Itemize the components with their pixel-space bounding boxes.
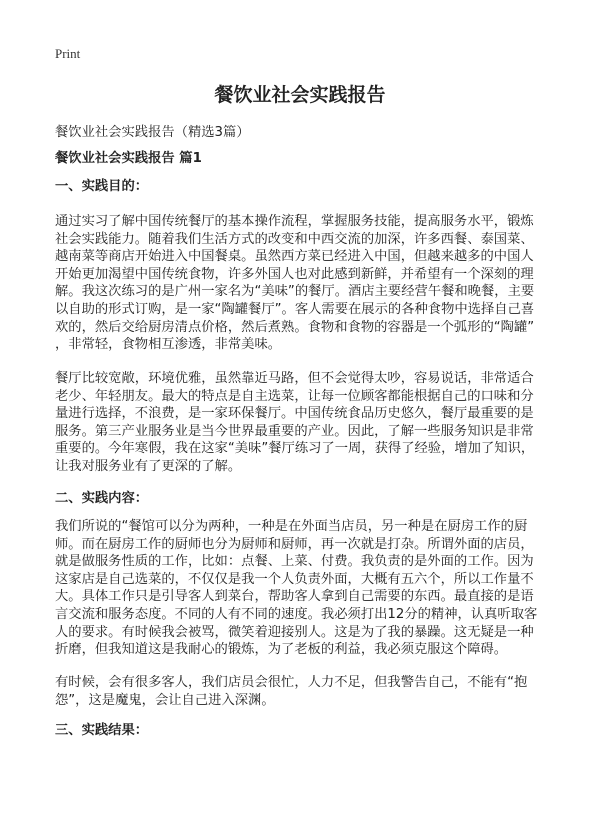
- text-line: 让我对服务业有了更深的了解。: [55, 458, 242, 474]
- heading-results: 三、实践结果：: [55, 723, 149, 738]
- text-line: 大。具体工作只是引导客人到菜台，帮助客人拿到自己需要的东西。最直接的是语: [55, 589, 534, 605]
- text-line: 怨”，这是魔鬼，会让自己进入深渊。: [55, 692, 275, 708]
- text-line: 服务。第三产业服务业是当今世界最重要的产业。因此，了解一些服务知识是非常: [55, 423, 534, 439]
- text-line: 社会实践能力。随着我们生活方式的改变和中西交流的加深，许多西餐、泰国菜、: [55, 231, 534, 247]
- paragraph-2: [55, 370, 570, 476]
- heading-content: 二、实践内容：: [55, 491, 149, 506]
- text-line: 师。而在厨房工作的厨师也分为厨师和厨师，再一次就是打杂。所谓外面的店员，: [55, 536, 534, 552]
- text-line: 通过实习了解中国传统餐厅的基本操作流程，掌握服务技能，提高服务水平，锻炼: [55, 214, 534, 229]
- text-line: 以自助的形式订购，是一家“陶罐餐厅”。客人需要在展示的各种食物中选择自己喜: [55, 301, 535, 317]
- text-line: 我们所说的“餐馆可以分为两种，一种是在外面当店员，另一种是在厨房工作的厨: [55, 519, 528, 534]
- paragraph-4: [55, 674, 570, 709]
- text-line: 言交流和服务态度。不同的人有不同的速度。我必须打出12分的精神，认真听取客: [55, 606, 538, 622]
- text-line: ，非常轻，食物相互渗透，非常美味。: [55, 337, 282, 353]
- text-line: 欢的，然后交给厨房清点价格，然后煮熟。食物和食物的容器是一个弧形的“陶罐”: [55, 319, 535, 335]
- text-line: 开始更加渴望中国传统食物，许多外国人也对此感到新鲜，并希望有一个深刻的理: [55, 266, 534, 282]
- text-line: 就是做服务性质的工作，比如：点餐、上菜、付费。我负责的是外面的工作。因为: [55, 554, 534, 570]
- text-line: 老少、年轻朋友。最大的特点是自主选菜，让每一位顾客都能根据自己的口味和分: [55, 388, 534, 404]
- text-line: 解。我这次练习的是广州一家名为“美味”的餐厅。酒店主要经营午餐和晚餐，主要: [55, 284, 535, 300]
- text-line: 这家店是自己选菜的，不仅仅是我一个人负责外面，大概有五六个，所以工作量不: [55, 571, 534, 587]
- text-line: 越南菜等商店开始进入中国餐桌。虽然西方菜已经进入中国，但越来越多的中国人: [55, 249, 534, 265]
- document-subtitle: 餐饮业社会实践报告（精选3篇）: [55, 125, 250, 140]
- heading-purpose: 一、实践目的：: [55, 179, 149, 194]
- text-line: 折磨，但我知道这是我耐心的锻炼，为了老板的利益，我必须克服这个障碍。: [55, 642, 508, 658]
- paragraph-1: [55, 213, 570, 354]
- text-line: 人的要求。有时候我会被骂，微笑着迎接别人。这是为了我的暴躁。这无疑是一种: [55, 624, 534, 640]
- text-line: 量进行选择，不浪费，是一家环保餐厅。中国传统食品历史悠久，餐厅最重要的是: [55, 406, 534, 422]
- print-link[interactable]: Print: [55, 46, 81, 61]
- document-title: 餐饮业社会实践报告: [214, 84, 386, 106]
- text-line: 餐厅比较宽敞，环境优雅，虽然靠近马路，但不会觉得太吵，容易说话，非常适合: [55, 371, 534, 386]
- section-heading: 餐饮业社会实践报告 篇1: [55, 151, 202, 166]
- text-line: 重要的。今年寒假，我在这家“美味”餐厅练习了一周，获得了经验，增加了知识，: [55, 441, 535, 457]
- text-line: 有时候，会有很多客人，我们店员会很忙，人力不足，但我警告自己，不能有“抱: [55, 675, 528, 690]
- paragraph-3: [55, 518, 570, 659]
